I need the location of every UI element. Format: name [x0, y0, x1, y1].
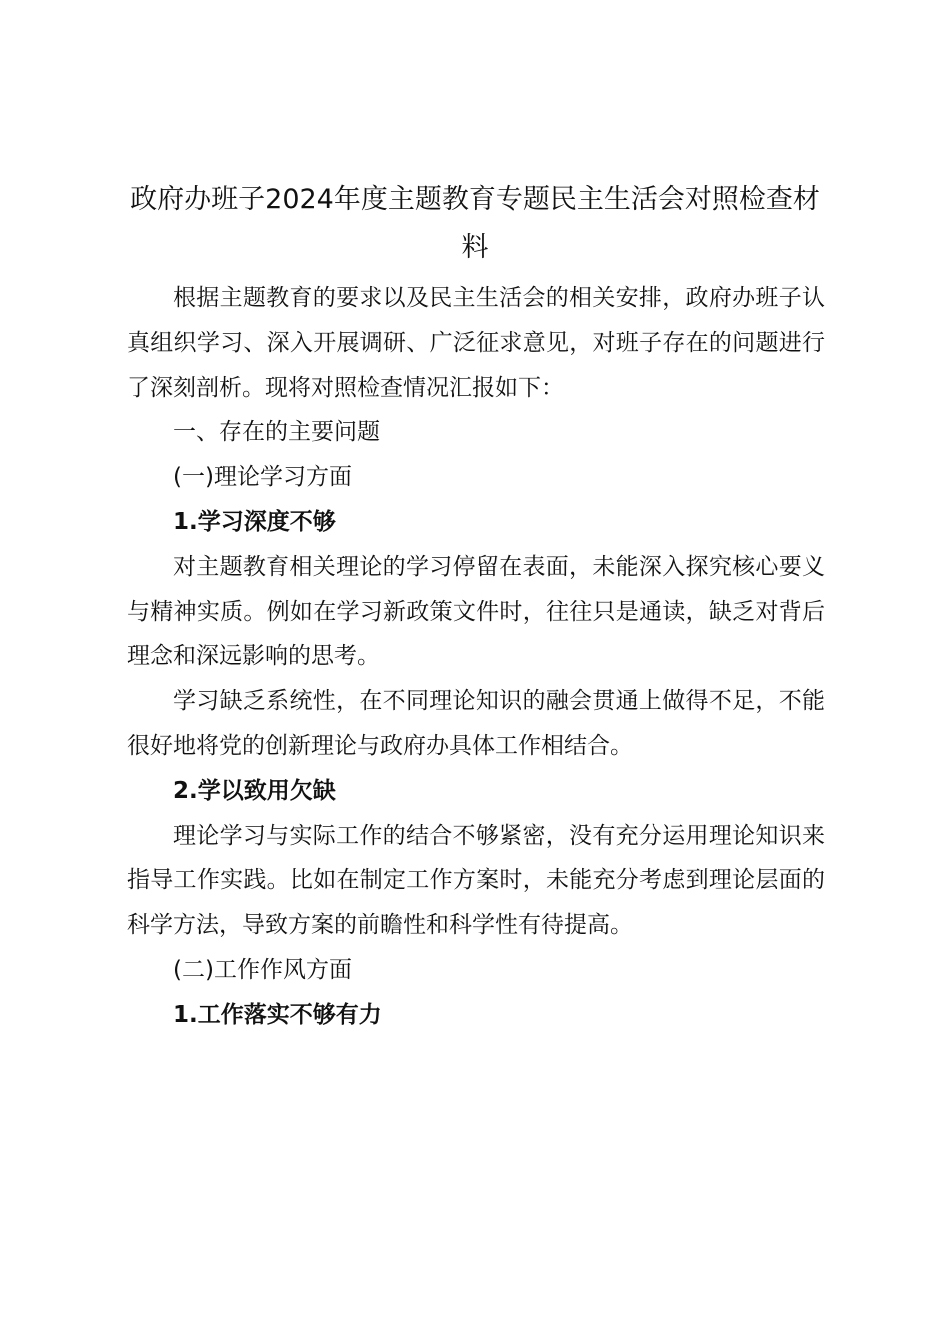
heading-subsection-theory: (一)理论学习方面 [173, 464, 352, 491]
document-title: 政府办班子2024年度主题教育专题民主生活会对照检查材料 [130, 184, 820, 263]
heading-item-implementation: 1.工作落实不够有力 [173, 1001, 382, 1028]
paragraph-intro: 根据主题教育的要求以及民主生活会的相关安排，政府办班子认真组织学习、深入开展调研、广泛征求意见，对班子存在的问题进行了深刻剖析。现将对照检查情况汇报如下： [127, 285, 825, 401]
paragraph-study-depth: 对主题教育相关理论的学习停留在表面，未能深入探究核心要义与精神实质。例如在学习新政策文件时，往往只是通读，缺乏对背后理念和深远影响的思考。 [127, 553, 825, 670]
heading-section-1: 一、存在的主要问题 [173, 419, 380, 446]
paragraph-application: 理论学习与实际工作的结合不够紧密，没有充分运用理论知识来指导工作实践。比如在制定工作方案时，未能充分考虑到理论层面的科学方法，导致方案的前瞻性和科学性有待提高。 [127, 822, 825, 939]
document-body [127, 276, 825, 1038]
paragraph-study-system: 学习缺乏系统性，在不同理论知识的融会贯通上做得不足，不能很好地将党的创新理论与政府办具体工作相结合。 [127, 688, 825, 759]
heading-item-study-depth: 1.学习深度不够 [173, 508, 336, 535]
heading-item-application: 2.学以致用欠缺 [173, 777, 336, 804]
heading-subsection-work-style: (二)工作作风方面 [173, 956, 352, 983]
